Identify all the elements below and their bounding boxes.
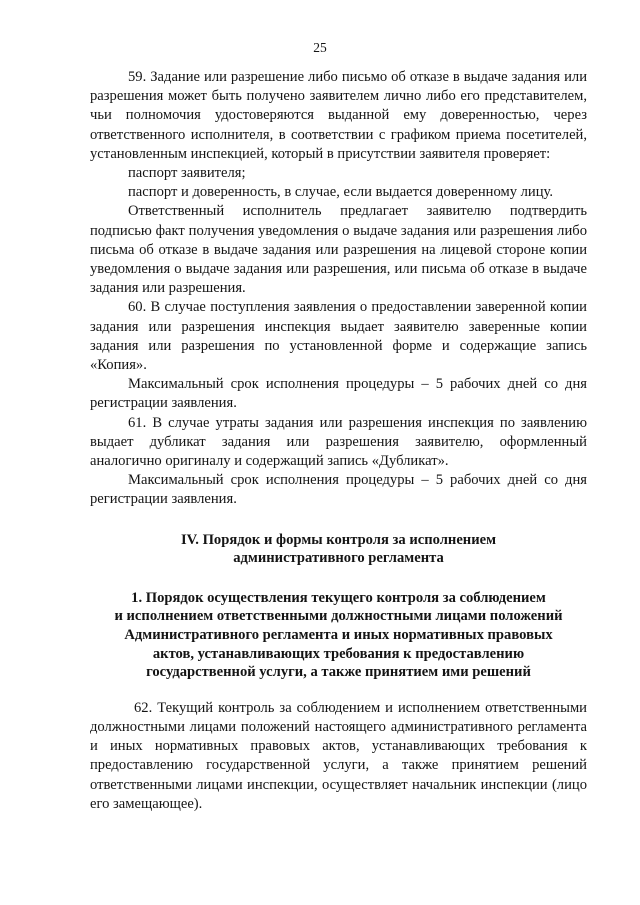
list-item-passport-power-of-attorney: паспорт и доверенность, в случае, если выдается доверенному лицу. — [128, 184, 554, 201]
chapter-heading — [90, 531, 587, 568]
section-heading-line-2: и исполнением ответственными должностными лицами положений — [114, 608, 563, 625]
chapter-heading-line-1: IV. Порядок и формы контроля за исполнением — [180, 531, 497, 548]
paragraph-60: 60. В случае поступления заявления о предоставлении заверенной копии задания или разрешения инспекция выдает заявителю заверенные копии задания или разрешения по установленной форме и содержащие запись «Копия». — [90, 299, 587, 374]
paragraph-61: 61. В случае утраты задания или разрешения инспекция по заявлению выдает дубликат задания или разрешения заявителю, оформленный аналогично оригиналу и содержащий запись «Дубликат». — [90, 414, 587, 470]
section-heading-line-3: Административного регламента и иных нормативных правовых — [124, 627, 553, 644]
section-heading-line-4: актов, устанавливающих требования к предоставлению — [152, 645, 525, 662]
section-heading-line-5: государственной услуги, а также принятием ими решений — [146, 664, 531, 681]
list-item-passport: паспорт заявителя; — [128, 165, 246, 182]
page-number: 25 — [313, 40, 327, 55]
paragraph-62: 62. Текущий контроль за соблюдением и исполнением ответственными должностными лицами положений настоящего административного регламента и иных нормативных правовых актов, устанавливающих требования к предоставлению государственной услуги, а также принятием решений ответственными лицами инспекции, осуществляет начальник инспекции (лицо его замещающее). — [90, 699, 587, 812]
paragraph-max-term-2: Максимальный срок исполнения процедуры – 5 рабочих дней со дня регистрации заявления. — [90, 472, 587, 508]
paragraph-59: 59. Задание или разрешение либо письмо об отказе в выдаче задания или разрешения может быть получено заявителем лично либо его представителем, чьи полномочия удостоверяются выданной ему доверенностью, через ответственного исполнителя, в соответствии с графиком приема посетителей, установленным инспекцией, который в присутствии заявителя проверяет: — [90, 69, 587, 162]
paragraph-responsible-executor: Ответственный исполнитель предлагает заявителю подтвердить подписью факт получения уведомления о выдаче задания или разрешения либо письма об отказе в выдаче задания или разрешения на лицевой стороне копии уведомления о выдаче задания или разрешения, или письма об отказе в выдаче задания или разрешения. — [90, 203, 587, 297]
section-heading-line-1: 1. Порядок осуществления текущего контроля за соблюдением — [131, 589, 546, 606]
section-heading — [90, 589, 587, 682]
document-body — [90, 68, 587, 814]
chapter-heading-line-2: административного регламента — [233, 550, 444, 567]
paragraph-max-term-1: Максимальный срок исполнения процедуры – 5 рабочих дней со дня регистрации заявления. — [90, 376, 587, 412]
